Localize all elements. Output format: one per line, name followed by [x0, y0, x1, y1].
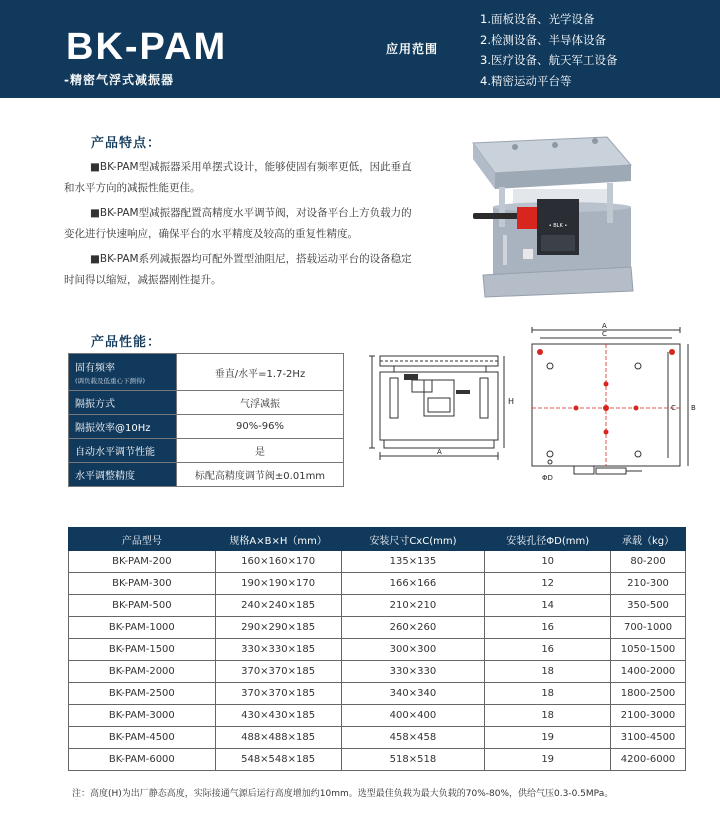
spec-table: [68, 527, 686, 771]
spec-cell: 350-500: [611, 595, 686, 617]
side-label-h: H: [508, 397, 514, 406]
table-row: [69, 749, 686, 771]
spec-cell: 166×166: [341, 573, 485, 595]
spec-header: 安装孔径ΦD(mm): [485, 528, 611, 551]
application-item: 2.检测设备、半导体设备: [480, 32, 606, 47]
performance-value: 垂直/水平=1.7-2Hz: [177, 354, 344, 391]
spec-cell: 370×370×185: [215, 683, 341, 705]
svg-text:C: C: [671, 404, 676, 412]
spec-cell: 19: [485, 749, 611, 771]
performance-key-note: (调负载及低重心下测得): [75, 377, 146, 385]
spec-header: 产品型号: [69, 528, 216, 551]
performance-value: 90%-96%: [177, 415, 344, 439]
spec-cell: 458×458: [341, 727, 485, 749]
spec-cell: 190×190×170: [215, 573, 341, 595]
spec-cell: 16: [485, 639, 611, 661]
performance-table: [68, 353, 344, 487]
spec-cell: 160×160×170: [215, 551, 341, 573]
performance-key: 固有频率 (调负载及低重心下测得): [69, 354, 177, 391]
spec-cell: 1800-2500: [611, 683, 686, 705]
top-view-drawing: [518, 322, 698, 494]
performance-key: 水平调整精度: [69, 463, 177, 487]
table-row: [69, 639, 686, 661]
table-row: [69, 661, 686, 683]
spec-cell: 10: [485, 551, 611, 573]
table-row: [69, 617, 686, 639]
side-view-drawing: [368, 350, 514, 464]
spec-cell: 210×210: [341, 595, 485, 617]
spec-cell: 1400-2000: [611, 661, 686, 683]
spec-cell: BK-PAM-3000: [69, 705, 216, 727]
application-list: [480, 9, 617, 91]
application-item: 4.精密运动平台等: [480, 73, 572, 88]
application-item: 1.面板设备、光学设备: [480, 12, 595, 26]
spec-cell: BK-PAM-500: [69, 595, 216, 617]
spec-cell: 548×548×185: [215, 749, 341, 771]
performance-value: 标配高精度调节阀±0.01mm: [177, 463, 344, 487]
spec-cell: 80-200: [611, 551, 686, 573]
performance-key: 自动水平调节性能: [69, 439, 177, 463]
performance-row: [69, 391, 344, 415]
brand-title: BK-PAM: [66, 26, 228, 68]
spec-header: 规格A×B×H（mm）: [215, 528, 341, 551]
spec-cell: BK-PAM-6000: [69, 749, 216, 771]
performance-row: [69, 439, 344, 463]
spec-cell: 18: [485, 661, 611, 683]
spec-cell: 340×340: [341, 683, 485, 705]
spec-cell: 488×488×185: [215, 727, 341, 749]
spec-cell: BK-PAM-2500: [69, 683, 216, 705]
header-banner: [0, 0, 720, 98]
product-logo-text: • BLK •: [548, 223, 568, 229]
spec-cell: 18: [485, 705, 611, 727]
top-label-c: C: [602, 330, 607, 338]
spec-header: 承载（kg）: [611, 528, 686, 551]
brand-subtitle: -精密气浮式减振器: [64, 73, 174, 87]
spec-cell: 12: [485, 573, 611, 595]
spec-cell: 430×430×185: [215, 705, 341, 727]
top-label-a: A: [602, 322, 607, 330]
top-label-d: ΦD: [542, 474, 553, 482]
spec-cell: 19: [485, 727, 611, 749]
table-row: [69, 551, 686, 573]
spec-cell: 135×135: [341, 551, 485, 573]
spec-cell: 210-300: [611, 573, 686, 595]
table-row: [69, 727, 686, 749]
spec-cell: 518×518: [341, 749, 485, 771]
side-label-a: A: [437, 448, 442, 456]
spec-cell: 330×330: [341, 661, 485, 683]
performance-row: [69, 415, 344, 439]
spec-cell: BK-PAM-2000: [69, 661, 216, 683]
feature-paragraph: ■BK-PAM系列减振器均可配外置型油阻尼，搭载运动平台的设备稳定时间得以缩短，减振器刚性提升。: [64, 253, 412, 286]
spec-cell: BK-PAM-1500: [69, 639, 216, 661]
spec-cell: 3100-4500: [611, 727, 686, 749]
spec-header: 安装尺寸CxC(mm): [341, 528, 485, 551]
spec-cell: 330×330×185: [215, 639, 341, 661]
features-text: [64, 157, 414, 295]
feature-paragraph: ■BK-PAM型减振器配置高精度水平调节阀，对设备平台上方负载力的变化进行快速响应，确保平台的水平精度及较高的重复性精度。: [64, 207, 412, 240]
spec-cell: 1050-1500: [611, 639, 686, 661]
spec-cell: 400×400: [341, 705, 485, 727]
footnote: 注：高度(H)为出厂静态高度，实际接通气源后运行高度增加约10mm。选型最佳负载为最大负载的70%-80%，供给气压0.3-0.5MPa。: [72, 789, 614, 799]
spec-cell: BK-PAM-300: [69, 573, 216, 595]
application-item: 3.医疗设备、航天军工设备: [480, 53, 618, 67]
spec-cell: BK-PAM-1000: [69, 617, 216, 639]
spec-cell: 700-1000: [611, 617, 686, 639]
performance-key: 隔振方式: [69, 391, 177, 415]
spec-cell: 14: [485, 595, 611, 617]
features-title: 产品特点：: [91, 136, 162, 151]
product-photo: [455, 125, 635, 300]
spec-cell: 18: [485, 683, 611, 705]
spec-cell: 240×240×185: [215, 595, 341, 617]
spec-cell: 16: [485, 617, 611, 639]
spec-cell: 2100-3000: [611, 705, 686, 727]
spec-cell: 260×260: [341, 617, 485, 639]
spec-cell: 300×300: [341, 639, 485, 661]
performance-row: [69, 463, 344, 487]
table-row: [69, 683, 686, 705]
application-label: 应用范围: [386, 42, 439, 56]
table-row: [69, 595, 686, 617]
feature-paragraph: ■BK-PAM型减振器采用单摆式设计，能够使固有频率更低，因此垂直和水平方向的减振性能更佳。: [64, 161, 412, 194]
top-label-b: B: [691, 404, 696, 412]
spec-cell: BK-PAM-200: [69, 551, 216, 573]
performance-row: [69, 354, 344, 391]
spec-header-row: [69, 528, 686, 551]
table-row: [69, 573, 686, 595]
spec-cell: 4200-6000: [611, 749, 686, 771]
spec-cell: BK-PAM-4500: [69, 727, 216, 749]
performance-key: 隔振效率@10Hz: [69, 415, 177, 439]
spec-cell: 370×370×185: [215, 661, 341, 683]
spec-cell: 290×290×185: [215, 617, 341, 639]
table-row: [69, 705, 686, 727]
performance-value: 是: [177, 439, 344, 463]
performance-value: 气浮减振: [177, 391, 344, 415]
performance-title: 产品性能：: [91, 335, 162, 350]
